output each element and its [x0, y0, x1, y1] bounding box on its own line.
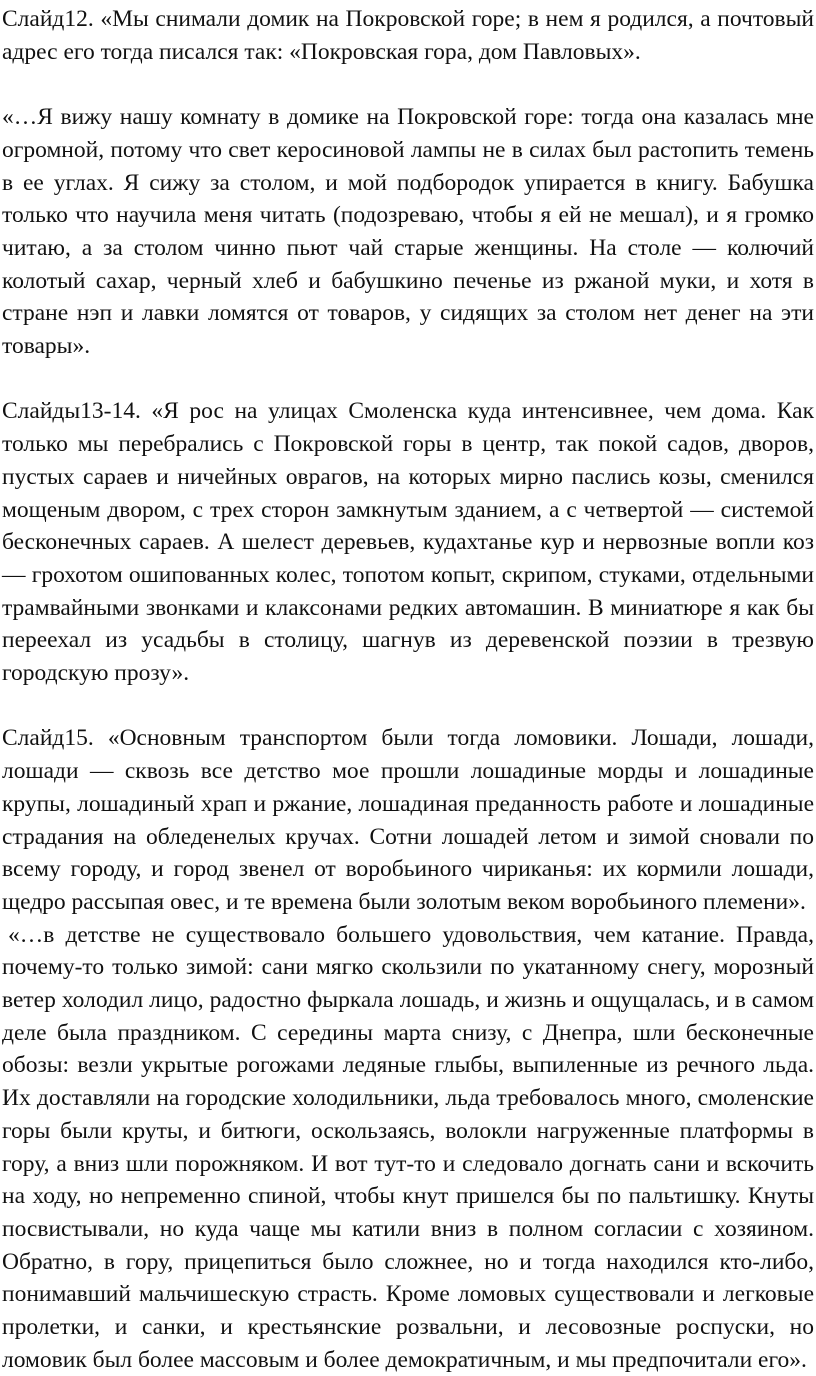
paragraph-spacer	[2, 690, 814, 723]
paragraph-slide-12: Слайд12. «Мы снимали домик на Покровской горе; в нем я родился, а почтовый адрес его тогда писался так: «Покровская гора, дом Павловых».	[2, 6, 814, 65]
paragraph-slides-13-14: Слайды13-14. «Я рос на улицах Смоленска куда интенсивнее, чем дома. Как только мы перебрались с Покровской горы в центр, так покой садов, дворов, пустых сараев и ничейных оврагов, на которых мирно паслись козы, сменился мощеным двором, с трех сторон замкнутым зданием, а с четвертой — системой бесконечных сараев. А шелест деревьев, кудахтанье кур и нервозные вопли коз — грохотом ошипованных колес, топотом копыт, скрипом, стуками, отдельными трамвайными звонками и клаксонами редких автомашин. В миниатюре я как бы переехал из усадьбы в столицу, шагнув из деревенской поэзии в трезвую городскую прозу».	[2, 398, 814, 687]
paragraph-spacer	[2, 363, 814, 396]
paragraph-slide-15: Слайд15. «Основным транспортом были тогда ломовики. Лошади, лошади, лошади — сквозь все детство мое прошли лошадиные морды и лошадиные крупы, лошадиный храп и ржание, лошадиная преданность работе и лошадиные страдания на обледенелых кручах. Сотни лошадей летом и зимой сновали по всему городу, и город звенел от воробьиного чириканья: их кормили лошади, щедро рассыпая овес, и те времена были золотым веком воробьиного племени».	[2, 725, 814, 915]
paragraph-spacer	[2, 68, 814, 101]
paragraph-pokrovskaya-memory: «…Я вижу нашу комнату в домике на Покровской горе: тогда она казалась мне огромной, потому что свет керосиновой лампы не в силах был растопить темень в ее углах. Я сижу за столом, и мой подбородок упирается в книгу. Бабушка только что научила меня читать (подозреваю, чтобы я ей не мешал), и я громко читаю, а за столом чинно пьют чай старые женщины. На столе — колючий колотый сахар, черный хлеб и бабушкино печенье из ржаной муки, и хотя в стране нэп и лавки ломятся от товаров, у сидящих за столом нет денег на эти товары».	[2, 104, 814, 360]
paragraph-winter-rides: «…в детстве не существовало большего удовольствия, чем катание. Правда, почему-то только зимой: сани мягко скользили по укатанному снегу, морозный ветер холодил лицо, радостно фыркала лошадь, и жизнь и ощущалась, и в самом деле была праздником. С середины марта снизу, с Днепра, шли бесконечные обозы: везли укрытые рогожами ледяные глыбы, выпиленные из речного льда. Их доставляли на городские холодильники, льда требовалось много, смоленские горы были круты, и битюги, оскользаясь, волокли нагруженные платформы в гору, а вниз шли порожняком. И вот тут-то и следовало догнать сани и вскочить на ходу, но непременно спиной, чтобы кнут пришелся бы по пальтишку. Кнуты посвистывали, но куда чаще мы катили вниз в полном согласии с хозяином. Обратно, в гору, прицепиться было сложнее, но и тогда находился кто-либо, понимавший мальчишескую страсть. Кроме ломовых существовали и легковые пролетки, и санки, и крестьянские розвальни, и лесовозные роспуски, но ломовик был более массовым и более демократичным, и мы предпочитали его».	[2, 921, 814, 1373]
